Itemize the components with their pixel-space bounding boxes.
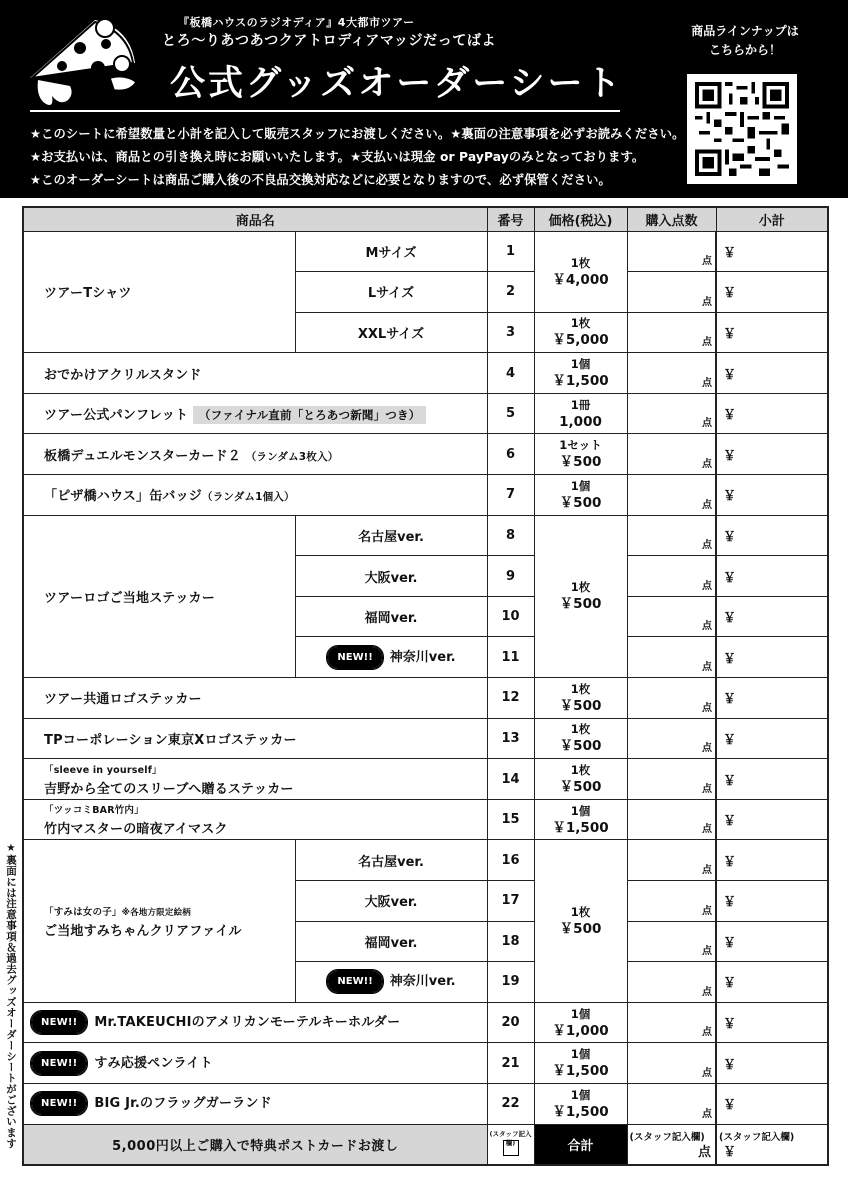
- item-tag: 「sleeve in yourself」: [44, 764, 162, 776]
- item-number: 3: [487, 312, 534, 353]
- new-badge: [30, 1091, 88, 1116]
- qty-unit: 点: [702, 1027, 713, 1039]
- table-row: [23, 515, 828, 556]
- yen-mark: ￥: [723, 854, 737, 870]
- price-unit: 1枚: [570, 316, 591, 331]
- yen-mark: ￥: [723, 692, 737, 708]
- subtotal-field[interactable]: [716, 393, 828, 434]
- subtotal-field[interactable]: [716, 799, 828, 840]
- column-header-quantity: 購入点数: [627, 207, 716, 231]
- qty-unit: 点: [702, 296, 713, 308]
- yen-mark: ￥: [723, 570, 737, 586]
- item-number: 5: [487, 393, 534, 434]
- tour-subtitle: 『板橋ハウスのラジオディア』4大都市ツアー: [178, 16, 415, 29]
- header-banner: [0, 0, 848, 198]
- subtotal-field[interactable]: [716, 231, 828, 272]
- qty-unit: 点: [702, 540, 713, 552]
- quantity-field[interactable]: [627, 272, 716, 313]
- item-name: ツアーロゴご当地ステッカー: [23, 515, 295, 677]
- subtotal-field[interactable]: [716, 353, 828, 394]
- item-variant: 大阪ver.: [295, 556, 487, 597]
- staff-label-small: (スタッフ記入欄): [489, 1129, 532, 1147]
- quantity-field[interactable]: [627, 312, 716, 353]
- item-variant: 名古屋ver.: [295, 515, 487, 556]
- item-number: 18: [487, 921, 534, 962]
- item-price: [534, 231, 627, 312]
- item-note: （ファイナル直前「とろあつ新聞」つき）: [193, 406, 427, 424]
- item-tag: 「すみは女の子」: [44, 906, 122, 918]
- qty-unit: 点: [702, 865, 713, 876]
- item-name-cell: [23, 475, 487, 516]
- item-number: 22: [487, 1083, 534, 1124]
- new-badge: [326, 969, 383, 994]
- price-unit: 1枚: [570, 763, 591, 778]
- item-number: 15: [487, 799, 534, 840]
- subtotal-field[interactable]: [716, 718, 828, 759]
- subtotal-field[interactable]: [716, 434, 828, 475]
- subtotal-field[interactable]: [716, 1002, 828, 1043]
- item-variant: 神奈川ver.: [389, 649, 456, 665]
- item-name-cell: [23, 1083, 487, 1124]
- subtotal-field[interactable]: [716, 840, 828, 881]
- column-header-price: 価格(税込): [534, 207, 627, 231]
- item-number: 13: [487, 718, 534, 759]
- item-number: 16: [487, 840, 534, 881]
- price-unit: 1個: [570, 1047, 591, 1062]
- qr-code-icon: [695, 82, 789, 176]
- table-row: [23, 353, 828, 394]
- item-variant: 福岡ver.: [295, 921, 487, 962]
- item-price: [534, 353, 627, 394]
- notice-line-1: ★このシートに希望数量と小計を記入して販売スタッフにお渡しください。★裏面の注意事項を必ずお読みください。: [30, 127, 685, 141]
- item-tag-note: ※各地方限定絵柄: [121, 907, 191, 918]
- quantity-field[interactable]: [627, 231, 716, 272]
- price-unit: 1枚: [570, 255, 591, 270]
- qty-unit: 点: [702, 824, 713, 836]
- staff-label: (スタッフ記入欄): [629, 1131, 705, 1143]
- bonus-postcard-note: 5,000円以上ご購入で特典ポストカードお渡し: [23, 1124, 487, 1165]
- quantity-field[interactable]: [627, 1002, 716, 1043]
- item-variant: 大阪ver.: [295, 881, 487, 922]
- subtotal-field[interactable]: [716, 678, 828, 719]
- table-row: [23, 799, 828, 840]
- qty-unit: 点: [702, 256, 713, 268]
- price-value: ￥1,500: [552, 373, 609, 390]
- item-name: ツアー共通ロゴステッカー: [23, 678, 487, 719]
- item-price: [534, 759, 627, 800]
- item-name: おでかけアクリルスタンド: [23, 353, 487, 394]
- qty-unit: 点: [698, 1144, 712, 1160]
- price-value: ￥1,500: [552, 1103, 609, 1120]
- item-number: 6: [487, 434, 534, 475]
- price-value: ￥500: [559, 596, 602, 613]
- qty-unit: 点: [702, 337, 713, 349]
- table-row: [23, 475, 828, 516]
- item-name-cell: [23, 393, 487, 434]
- yen-mark: ￥: [723, 448, 737, 464]
- qty-unit: 点: [702, 662, 713, 674]
- quantity-field[interactable]: [627, 840, 716, 881]
- new-badge: [30, 1010, 88, 1035]
- item-name: ツアー公式パンフレット: [44, 408, 189, 424]
- yen-mark: ￥: [723, 1098, 737, 1114]
- item-variant: Mサイズ: [295, 231, 487, 272]
- price-value: ￥500: [559, 697, 602, 714]
- notice-line-3: ★このオーダーシートは商品ご購入後の不良品交換対応などに必要となりますので、必ず保管ください。: [30, 173, 611, 187]
- item-variant: 神奈川ver.: [389, 974, 456, 990]
- subtotal-field[interactable]: [716, 637, 828, 678]
- yen-mark: ￥: [723, 976, 737, 992]
- footer-row: [23, 1124, 828, 1165]
- item-name: TPコーポレーション東京Xロゴステッカー: [23, 718, 487, 759]
- price-value: ￥4,000: [552, 271, 609, 288]
- subtotal-field[interactable]: [716, 515, 828, 556]
- price-unit: 1個: [570, 357, 591, 372]
- price-value: ￥1,500: [552, 819, 609, 836]
- item-price: [534, 799, 627, 840]
- total-amount-field[interactable]: [716, 1124, 828, 1165]
- yen-mark: ￥: [723, 1017, 737, 1033]
- new-badge-label: NEW!!: [328, 971, 381, 992]
- item-price: [534, 718, 627, 759]
- yen-mark: ￥: [723, 611, 737, 627]
- subtotal-field[interactable]: [716, 962, 828, 1003]
- price-unit: 1枚: [570, 681, 591, 696]
- item-number: 21: [487, 1043, 534, 1084]
- item-name: すみ応援ペンライト: [94, 1055, 213, 1071]
- quantity-field[interactable]: [627, 759, 716, 800]
- price-unit: 1個: [570, 1006, 591, 1021]
- price-value: ￥1,000: [552, 1022, 609, 1039]
- item-number: 19: [487, 962, 534, 1003]
- item-name-cell: [23, 759, 487, 800]
- column-header-name: 商品名: [23, 207, 487, 231]
- quantity-field[interactable]: [627, 678, 716, 719]
- price-value: ￥1,500: [552, 1063, 609, 1080]
- quantity-field[interactable]: [627, 799, 716, 840]
- subtotal-field[interactable]: [716, 556, 828, 597]
- item-price: [534, 1043, 627, 1084]
- column-header-number: 番号: [487, 207, 534, 231]
- qty-unit: 点: [702, 986, 713, 998]
- price-value: ￥5,000: [552, 332, 609, 349]
- new-badge-label: NEW!!: [32, 1093, 86, 1114]
- side-note: ★裏面には注意事項＆過去グッズオーダーシートがございます: [5, 842, 17, 1149]
- yen-mark: ￥: [723, 895, 737, 911]
- item-number: 20: [487, 1002, 534, 1043]
- column-header-subtotal: 小計: [716, 207, 828, 231]
- quantity-field[interactable]: [627, 434, 716, 475]
- staff-label: (スタッフ記入欄): [719, 1131, 795, 1143]
- item-variant-cell: [295, 962, 487, 1003]
- qty-unit: 点: [702, 783, 713, 795]
- quantity-field[interactable]: [627, 718, 716, 759]
- price-unit: 1個: [570, 803, 591, 818]
- order-table: [22, 206, 829, 1166]
- table-row: [23, 1002, 828, 1043]
- table-row: [23, 231, 828, 272]
- table-row: [23, 393, 828, 434]
- item-name: 竹内マスターの暗夜アイマスク: [44, 822, 228, 838]
- qty-unit: 点: [702, 743, 713, 755]
- item-name-cell: [23, 1002, 487, 1043]
- item-variant-cell: [295, 637, 487, 678]
- item-number: 7: [487, 475, 534, 516]
- subtotal-field[interactable]: [716, 921, 828, 962]
- yen-mark: ￥: [723, 408, 737, 424]
- price-unit: 1枚: [570, 722, 591, 737]
- item-tag: 「ツッコミBAR竹内」: [44, 805, 144, 817]
- item-number: 12: [487, 678, 534, 719]
- tour-name: とろ〜りあつあつクアトロディアマッジだってばよ: [162, 33, 497, 49]
- item-variant: XXLサイズ: [295, 312, 487, 353]
- item-price: [534, 1083, 627, 1124]
- quantity-field[interactable]: [627, 556, 716, 597]
- item-variant: Lサイズ: [295, 272, 487, 313]
- yen-mark: ￥: [723, 489, 737, 505]
- price-value: 1,000: [559, 413, 602, 430]
- pizza-illustration-icon: [10, 8, 160, 113]
- table-row: [23, 1083, 828, 1124]
- qty-unit: 点: [702, 905, 713, 917]
- new-badge-label: NEW!!: [328, 647, 381, 668]
- quantity-field[interactable]: [627, 637, 716, 678]
- item-number: 4: [487, 353, 534, 394]
- item-note: （ランダム3枚入）: [245, 450, 339, 463]
- item-variant: 福岡ver.: [295, 596, 487, 637]
- qty-unit: 点: [702, 418, 713, 430]
- table-header-row: [23, 207, 828, 231]
- item-price: [534, 840, 627, 1002]
- table-row: [23, 759, 828, 800]
- price-unit: 1冊: [570, 397, 591, 412]
- quantity-field[interactable]: [627, 596, 716, 637]
- subtotal-field[interactable]: [716, 1083, 828, 1124]
- item-price: [534, 1002, 627, 1043]
- item-number: 1: [487, 231, 534, 272]
- price-unit: 1枚: [570, 580, 591, 595]
- item-number: 14: [487, 759, 534, 800]
- item-name: ご当地すみちゃんクリアファイル: [44, 923, 242, 939]
- table-row: [23, 1043, 828, 1084]
- item-price: [534, 678, 627, 719]
- qr-caption: [670, 22, 820, 60]
- qty-unit: 点: [702, 1108, 713, 1120]
- qty-unit: 点: [702, 702, 713, 714]
- qr-caption-line-2: こちらから！: [708, 43, 781, 57]
- price-unit: 1枚: [570, 905, 591, 920]
- quantity-field[interactable]: [627, 353, 716, 394]
- item-name: 板橋デュエルモンスターカード２: [44, 448, 241, 464]
- item-number: 17: [487, 881, 534, 922]
- item-name-cell: [23, 434, 487, 475]
- item-price: [534, 515, 627, 677]
- subtotal-field[interactable]: [716, 272, 828, 313]
- quantity-field[interactable]: [627, 515, 716, 556]
- item-name-cell: [23, 1043, 487, 1084]
- table-row: [23, 434, 828, 475]
- item-price: [534, 475, 627, 516]
- price-value: ￥500: [559, 738, 602, 755]
- item-name-cell: [23, 799, 487, 840]
- item-number: 2: [487, 272, 534, 313]
- item-number: 10: [487, 596, 534, 637]
- yen-mark: ￥: [723, 935, 737, 951]
- subtotal-field[interactable]: [716, 312, 828, 353]
- item-note: （ランダム1個入）: [202, 491, 295, 504]
- bonus-checkbox-cell: [487, 1124, 534, 1165]
- yen-mark: ￥: [723, 814, 737, 830]
- yen-mark: ￥: [723, 773, 737, 789]
- total-label: 合計: [534, 1124, 627, 1165]
- quantity-field[interactable]: [627, 1043, 716, 1084]
- qty-unit: 点: [702, 377, 713, 389]
- yen-mark: ￥: [723, 732, 737, 748]
- subtotal-field[interactable]: [716, 1043, 828, 1084]
- item-name: Mr.TAKEUCHIのアメリカンモーテルキーホルダー: [94, 1015, 401, 1031]
- yen-mark: ￥: [723, 1057, 737, 1073]
- new-badge: [30, 1051, 88, 1076]
- price-value: ￥500: [559, 494, 602, 511]
- table-row: [23, 718, 828, 759]
- item-price: [534, 312, 627, 353]
- subtotal-field[interactable]: [716, 881, 828, 922]
- total-quantity-field[interactable]: [627, 1124, 716, 1165]
- quantity-field[interactable]: [627, 921, 716, 962]
- item-name: ツアーTシャツ: [23, 231, 295, 353]
- price-value: ￥500: [559, 779, 602, 796]
- qr-caption-line-1: 商品ラインナップは: [691, 24, 799, 38]
- item-name-cell: [23, 840, 295, 1002]
- yen-mark: ￥: [723, 1144, 737, 1160]
- qty-unit: 点: [702, 499, 713, 511]
- yen-mark: ￥: [723, 529, 737, 545]
- yen-mark: ￥: [723, 367, 737, 383]
- item-name: 「ピザ橋ハウス」缶バッジ: [44, 489, 203, 505]
- yen-mark: ￥: [723, 245, 737, 261]
- item-tag-line: [44, 904, 295, 918]
- item-number: 8: [487, 515, 534, 556]
- price-unit: 1個: [570, 1087, 591, 1102]
- quantity-field[interactable]: [627, 393, 716, 434]
- header-divider: [30, 110, 620, 112]
- table-row: [23, 840, 828, 881]
- quantity-field[interactable]: [627, 881, 716, 922]
- notice-line-2: ★お支払いは、商品との引き換え時にお願いいたします。★支払いは現金 or PayPayのみとなっております。: [30, 150, 645, 164]
- qty-unit: 点: [702, 946, 713, 958]
- quantity-field[interactable]: [627, 475, 716, 516]
- quantity-field[interactable]: [627, 1083, 716, 1124]
- yen-mark: ￥: [723, 651, 737, 667]
- item-price: [534, 434, 627, 475]
- price-value: ￥500: [559, 921, 602, 938]
- yen-mark: ￥: [723, 286, 737, 302]
- new-badge-label: NEW!!: [32, 1053, 86, 1074]
- quantity-field[interactable]: [627, 962, 716, 1003]
- qr-code[interactable]: [687, 74, 797, 184]
- price-value: ￥500: [559, 454, 602, 471]
- subtotal-field[interactable]: [716, 759, 828, 800]
- item-variant: 名古屋ver.: [295, 840, 487, 881]
- new-badge: [326, 645, 383, 670]
- item-name: 吉野から全てのスリーブへ贈るステッカー: [44, 781, 294, 797]
- qty-unit: 点: [702, 621, 713, 633]
- yen-mark: ￥: [723, 326, 737, 342]
- page-title: 公式グッズオーダーシート: [170, 64, 624, 104]
- qty-unit: 点: [702, 459, 713, 471]
- table-row: [23, 678, 828, 719]
- subtotal-field[interactable]: [716, 475, 828, 516]
- price-unit: 1セット: [559, 438, 602, 453]
- qty-unit: 点: [702, 1067, 713, 1079]
- price-unit: 1個: [570, 478, 591, 493]
- subtotal-field[interactable]: [716, 596, 828, 637]
- qty-unit: 点: [702, 580, 713, 592]
- item-number: 11: [487, 637, 534, 678]
- item-number: 9: [487, 556, 534, 597]
- new-badge-label: NEW!!: [32, 1012, 86, 1033]
- item-price: [534, 393, 627, 434]
- item-name: BIG Jr.のフラッグガーランド: [94, 1096, 272, 1112]
